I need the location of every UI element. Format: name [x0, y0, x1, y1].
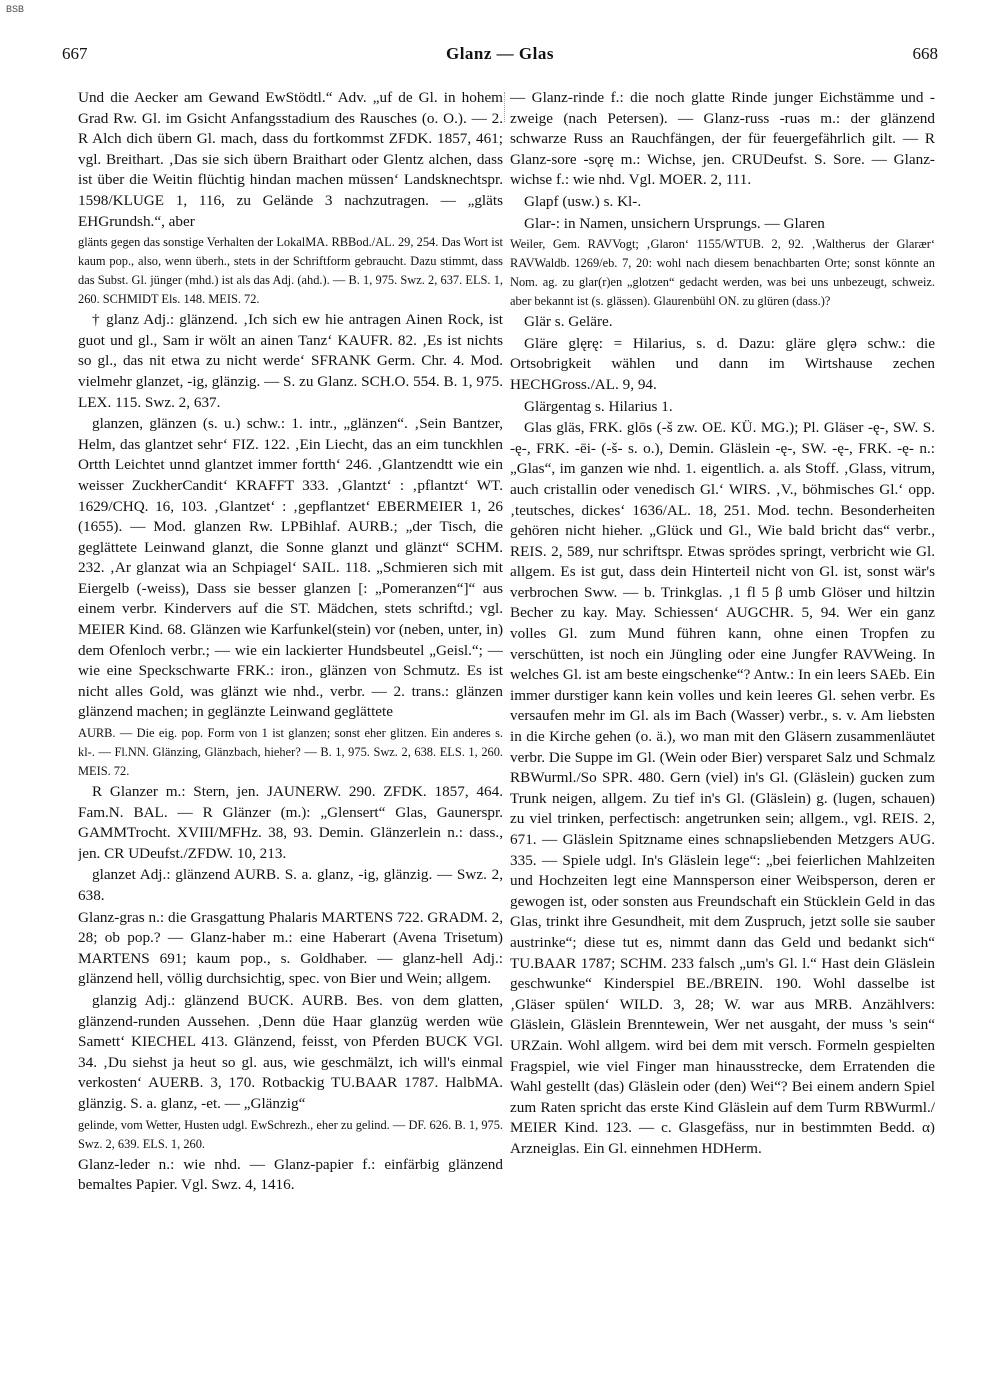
left-column [78, 88, 503, 1378]
page-number-left: 667 [62, 44, 88, 63]
dictionary-entry: Glanz-gras n.: die Grasgattung Phalaris MARTENS 722. GRADM. 2, 28; ob pop.? — Glanz-haber m.: eine Haberart (Avena Trisetum) MARTENS 691; kaum pop., s. Goldhaber. — glanz-hell Adj.: glänzend hell, völlig durchsichtig, spec. von Bier und Wein; allgem. [78, 908, 503, 988]
right-column [510, 88, 935, 1378]
dictionary-entry: glanzig Adj.: glänzend BUCK. AURB. Bes. von dem glatten, glänzend-runden Aussehen. ‚Denn düe Haar glanzüg werden wüe Samett‘ KIECHEL 413. Glänzend, feisst, von Pferden BUCK VGl. 34. ‚Du siehst ja heut so gl. aus, wie geschmälzt, ich will's einmal verkosten‘ AUERB. 3, 170. Rotbackig TU.BAAR 1787. HalbMA. glänzig. S. a. glanz, -et. — „Glänzig“ [78, 991, 503, 1112]
page-header [62, 44, 938, 70]
dictionary-entry: glänts gegen das sonstige Verhalten der LokalMA. RBBod./AL. 29, 254. Das Wort ist kaum pop., also, wenn überh., stets in der Schriftform gebraucht. Dazu stimmt, dass das Subst. Gl. jünger (mhd.) ist als das Adj. (ahd.). — B. 1, 975. Swz. 2, 637. ELS. 1, 260. SCHMIDT Els. 148. MEIS. 72. [78, 235, 503, 307]
library-stamp: BSB [6, 4, 25, 14]
dictionary-entry: glanzen, glänzen (s. u.) schw.: 1. intr., „glänzen“. ‚Sein Bantzer, Helm, das glantzet sehr‘ FIZ. 122. ‚Ein Liecht, das an eim tunckhlen Ortth Leichtet unnd glantzet immer fortth‘ 246. ‚Glantzendtt wie ein weisser ZuckherCandit‘ KRAFFT 333. ‚Glantzt‘ : ‚pflantzt‘ WT. 1629/CHQ. 16, 103. ‚Glantzet‘ : ‚gepflantzet‘ EBERMEIER 1, 26 (1655). — Mod. glanzen Rw. LPBihlaf. AURB.; „der Tisch, die geglättete Leinwand glanzt, die Sonne glanzt und glänzt“ SCHM. 232. ‚Ar glanzat wia an Schpiagel‘ SAIL. 118. „Schmieren sich mit Eiergelb (-weiss), Dass sie besser glanzen [: „Pomeranzen“]“ aus einem verbr. Kindervers auf die ST. Mädchen, stets schriftd.; vgl. MEIER Kind. 68. Glänzen wie Karfunkel(stein) vor (neben, unter, in) dem Ofenloch verbr.; — wie ein lackierter Hundsbeutel „Geisl.“; — wie eine Speckschwarte FRK.: iron., glänzen von Schmutz. Es ist nicht alles Gold, was glänzt wie nhd., verbr. — 2. trans.: glänzen glänzend machen; in geglänzte Leinwand geglättete [78, 415, 503, 721]
dictionary-entry: — Glanz-rinde f.: die noch glatte Rinde junger Eichstämme und -zweige (nach Petersen). — Glanz-russ -ruəs m.: der glänzend schwarze Russ an Rauchfängen, der für feuergefährlich gilt. — R Glanz-sore -sǫrę m.: Wichse, jen. CRUDeufst. S. Sore. — Glanz-wichse f.: wie nhd. Vgl. MOER. 2, 111. [510, 89, 935, 189]
dictionary-entry: Gläre glęrę: = Hilarius, s. d. Dazu: gläre glęrə schw.: die Ortsobrigkeit wählen und dann im Wirtshause zechen HECHGross./AL. 9, 94. [510, 334, 935, 393]
dictionary-entry: Glanz-leder n.: wie nhd. — Glanz-papier f.: einfärbig glänzend bemaltes Papier. Vgl. Swz. 4, 1416. [78, 1155, 503, 1194]
dictionary-entry: Glärgentag s. Hilarius 1. [524, 397, 673, 415]
dictionary-entry: Glapf (usw.) s. Kl-. [524, 192, 642, 210]
dictionary-entry: Weiler, Gem. RAVVogt; ‚Glaron‘ 1155/WTUB. 2, 92. ‚Waltherus der Glarær‘ RAVWaldb. 1269/eb. 7, 20: wohl nach diesem benachbarten Orte; sonst könnte an Nom. ag. zu glar(r)en „glotzen“ gedacht werden, was bei uns unbezeugt, schweiz. aber bekannt ist (s. glässen). Glaurenbühl ON. zu glüren (dass.)? [510, 237, 935, 309]
column-divider [504, 92, 505, 122]
dictionary-entry: Glar-: in Namen, unsichern Ursprungs. — Glaren [524, 214, 825, 232]
dictionary-entry: AURB. — Die eig. pop. Form von 1 ist glanzen; sonst eher glitzen. Ein anderes s. kl-. — Fl.NN. Glänzing, Glänzbach, hieher? — B. 1, 975. Swz. 2, 638. ELS. 1, 260. MEIS. 72. [78, 726, 503, 779]
dictionary-entry: glanzet Adj.: glänzend AURB. S. a. glanz, -ig, glänzig. — Swz. 2, 638. [78, 866, 503, 904]
dictionary-entry: Glär s. Geläre. [524, 313, 613, 331]
page-number-right: 668 [912, 44, 938, 63]
dictionary-entry: Und die Aecker am Gewand EwStödtl.“ Adv. „uf de Gl. in hohem Grad Rw. Gl. im Gsicht Anfangsstadium des Rausches (o. O.). — 2. R Alch dich übern Gl. mach, dass du fortkommst ZFDK. 1857, 461; vgl. Breithart. ‚Das sie sich übern Braithart oder Glentz alchen, dass ist über die Weitin flüchtig hindan machen müssen‘ Landsknechtspr. 1598/KLUGE 1, 116, zu Gelände 3 nachzutragen. — „gläts EHGrundsh.“, aber [78, 89, 503, 230]
running-title: Glanz — Glas [445, 44, 554, 63]
dictionary-entry: gelinde, vom Wetter, Husten udgl. EwSchrezh., eher zu gelind. — DF. 626. B. 1, 975. Swz. 2, 639. ELS. 1, 260. [78, 1117, 503, 1151]
dictionary-entry: † glanz Adj.: glänzend. ‚Ich sich ew hie antragen Ainen Rock, ist guot und gl., Sam ir wölt an ainen Tanz‘ KAUFR. 82. ‚Es ist nichts so gl., das nit etwa zu nicht werde‘ SFRANK Germ. Chr. 4. Mod. vielmehr glanzet, -ig, glänzig. — S. zu Glanz. SCH.O. 554. B. 1, 975. LEX. 115. Swz. 2, 637. [78, 311, 503, 411]
dictionary-entry: R Glanzer m.: Stern, jen. JAUNERW. 290. ZFDK. 1857, 464. Fam.N. BAL. — R Glänzer (m.): „Glensert“ Glas, Gaunerspr. GAMMTrocht. XVIII/MFHz. 38, 93. Demin. Glänzerlein n.: dass., jen. CR UDeufst./ZFDW. 10, 213. [78, 783, 503, 862]
dictionary-entry: Glas gläs, FRK. glōs (-š zw. OE. KÜ. MG.); Pl. Gläser -ę-, SW. S. -ę-, FRK. -ēi- (-š- s. o.), Demin. Gläslein -ę-, SW. -ę-, FRK. -ę- n.: „Glas“, im ganzen wie nhd. 1. eigentlich. a. als Stoff. ‚Glass, vitrum, auch cristallin oder venedisch Gl.‘ WIRS. ‚V., böhmisches Gl.‘ opp. ‚teutsches, dickes‘ 1636/AL. 18, 251. Mod. techn. Besonderheiten gehören nicht hieher. „Glück und Gl., Wie bald bricht das“ verbr., REIS. 2, 589, nur schriftspr. Etwas sprödes springt, verbricht wie Gl. allgem. Es ist gut, dass dein Hinterteil nicht von Gl. ist, sonst wär's verbrochen Sww. — b. Trinkglas. ‚1 fl 5 β umb Glöser und hiltzin Becher zu kay. May. Schiessen‘ AUGCHR. 5, 94. Wer ein ganz volles Gl. zum Mund führen kann, ohne einen Tropfen zu verschütten, ist noch ein Jüngling oder eine Jungfer RAVWeing. In welches Gl. ist am beste eingschenke“? Antw.: In ein leers SAEb. Ein immer durstiger kann kein volles und kein leeres Gl. sehen verbr. Es versaufen mehr im Gl. als im Bach (Wasser) verbr., s. v. Am liebsten in die Kirche gehen (o. ä.), wo man mit den Gläsern zusammenläutet verbr. Die Suppe im Gl. (Wein oder Bier) versparet Salz und Schmalz RBWurml./So SPR. 480. Gern (viel) in's Gl. (Gläslein) gucken zum Trunk neigen, allgem. Zu tief in's Gl. (Gläslein) g. (lugen, schauen) zu viel trinken, perfectisch: angetrunken sein; allgem., vgl. REIS. 2, 671. — Gläslein Spitzname eines schnapsliebenden Metzgers AUG. 335. — Spiele udgl. In's Gläslein lege“: „bei feierlichen Mahlzeiten und Hochzeiten legt eine Mannsperson einer Weibsperson, deren er gewogen ist, oder sonsten aus Freundschaft ein Stücklein Geld in das Glas, trinkt ihre Gesundheit, mit dem Zuspruch, jetzt solle sie sauber austrinke“; diese tut es, nimmt dann das Geld und bedankt sich“ TU.BAAR 1787; SCHM. 233 falsch „um's Gl. l.“ Hast dein Gläslein geschwunke“ Kinderspiel BE./BREIN. 190. Wohl dasselbe ist ‚Gläser spülen‘ WILD. 3, 28; W. war aus MRB. Anzählvers: Gläslein, Gläslein Brenntewein, Wer net ausgaht, der muss 's sein“ URZain. Wohl allgem. wird bei dem mit versch. Formeln gespielten Fragspiel, wie viel Finger man hinausstrecke, dem Erratenden die Wahl gestellt (das) Gläslein oder (den) Wei“? Bei einem andern Spiel zum Raten spricht das erste Kind Gläslein auf dem Turm RBWurml./ MEIER Kind. 123. — c. Glasgefäss, nur in bestimmten Bedd. α) Arzneiglas. Ein Gl. einnehmen HDHerm. [510, 419, 935, 1157]
